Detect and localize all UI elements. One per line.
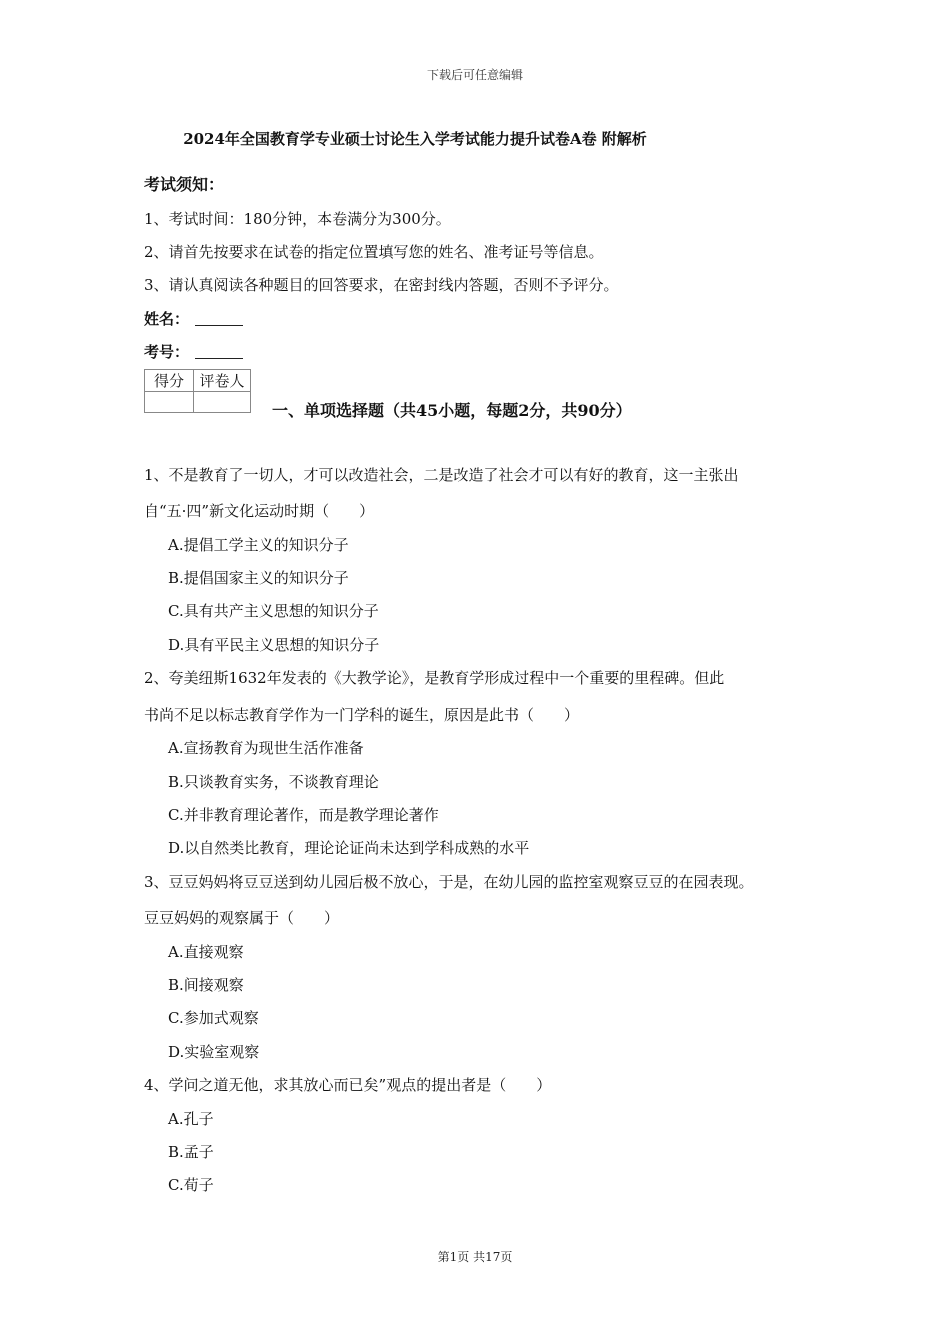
page-footer: 第1页 共17页 [437, 1250, 513, 1264]
question-4-line-1: 4、学问之道无他，求其放心而已矣”观点的提出者是（ ） [144, 1076, 552, 1094]
id-field [144, 341, 243, 362]
grader-cell[interactable] [194, 392, 251, 413]
question-3-line-2: 豆豆妈妈的观察属于（ ） [144, 909, 340, 927]
notice-item: 2、请首先按要求在试卷的指定位置填写您的姓名、准考证号等信息。 [144, 243, 604, 261]
section-title: 一、单项选择题（共45小题，每题2分，共90分） [272, 401, 632, 420]
notice-heading: 考试须知： [144, 175, 225, 194]
option[interactable]: A.宣扬教育为现世生活作准备 [168, 739, 364, 757]
option[interactable]: B.提倡国家主义的知识分子 [168, 569, 349, 587]
question-1-line-1: 1、不是教育了一切人，才可以改造社会，二是改造了社会才可以有好的教育，这一主张出 [144, 466, 739, 484]
name-field [144, 308, 243, 329]
name-blank[interactable] [195, 311, 243, 326]
option[interactable]: C.荀子 [168, 1176, 214, 1194]
option[interactable]: B.只谈教育实务，不谈教育理论 [168, 773, 379, 791]
id-label: 考号： [144, 343, 190, 361]
score-header: 得分 [145, 370, 194, 392]
question-2-line-2: 书尚不足以标志教育学作为一门学科的诞生，原因是此书（ ） [144, 706, 580, 724]
notice-item: 1、考试时间：180分钟，本卷满分为300分。 [144, 210, 451, 228]
question-3-line-1: 3、豆豆妈妈将豆豆送到幼儿园后极不放心，于是，在幼儿园的监控室观察豆豆的在园表现。 [144, 873, 754, 891]
option[interactable]: C.并非教育理论著作，而是教学理论著作 [168, 806, 439, 824]
name-label: 姓名： [144, 310, 190, 328]
question-2-line-1: 2、夸美纽斯1632年发表的《大教学论》，是教育学形成过程中一个重要的里程碑。但此 [144, 669, 725, 687]
option[interactable]: D.实验室观察 [168, 1043, 260, 1061]
option[interactable]: A.孔子 [168, 1110, 214, 1128]
option[interactable]: A.直接观察 [168, 943, 244, 961]
id-blank[interactable] [195, 344, 243, 359]
notice-item: 3、请认真阅读各种题目的回答要求，在密封线内答题，否则不予评分。 [144, 276, 619, 294]
option[interactable]: B.间接观察 [168, 976, 244, 994]
grader-header: 评卷人 [194, 370, 251, 392]
document-title: 2024年全国教育学专业硕士讨论生入学考试能力提升试卷A卷 附解析 [183, 130, 647, 148]
option[interactable]: C.具有共产主义思想的知识分子 [168, 602, 379, 620]
option[interactable]: A.提倡工学主义的知识分子 [168, 536, 349, 554]
option[interactable]: D.具有平民主义思想的知识分子 [168, 636, 380, 654]
header-note: 下载后可任意编辑 [426, 68, 523, 82]
option[interactable]: C.参加式观察 [168, 1009, 259, 1027]
option[interactable]: B.孟子 [168, 1143, 214, 1161]
option[interactable]: D.以自然类比教育，理论论证尚未达到学科成熟的水平 [168, 839, 530, 857]
question-1-line-2: 自“五·四”新文化运动时期（ ） [144, 502, 375, 520]
score-cell[interactable] [145, 392, 194, 413]
score-table [144, 369, 251, 413]
